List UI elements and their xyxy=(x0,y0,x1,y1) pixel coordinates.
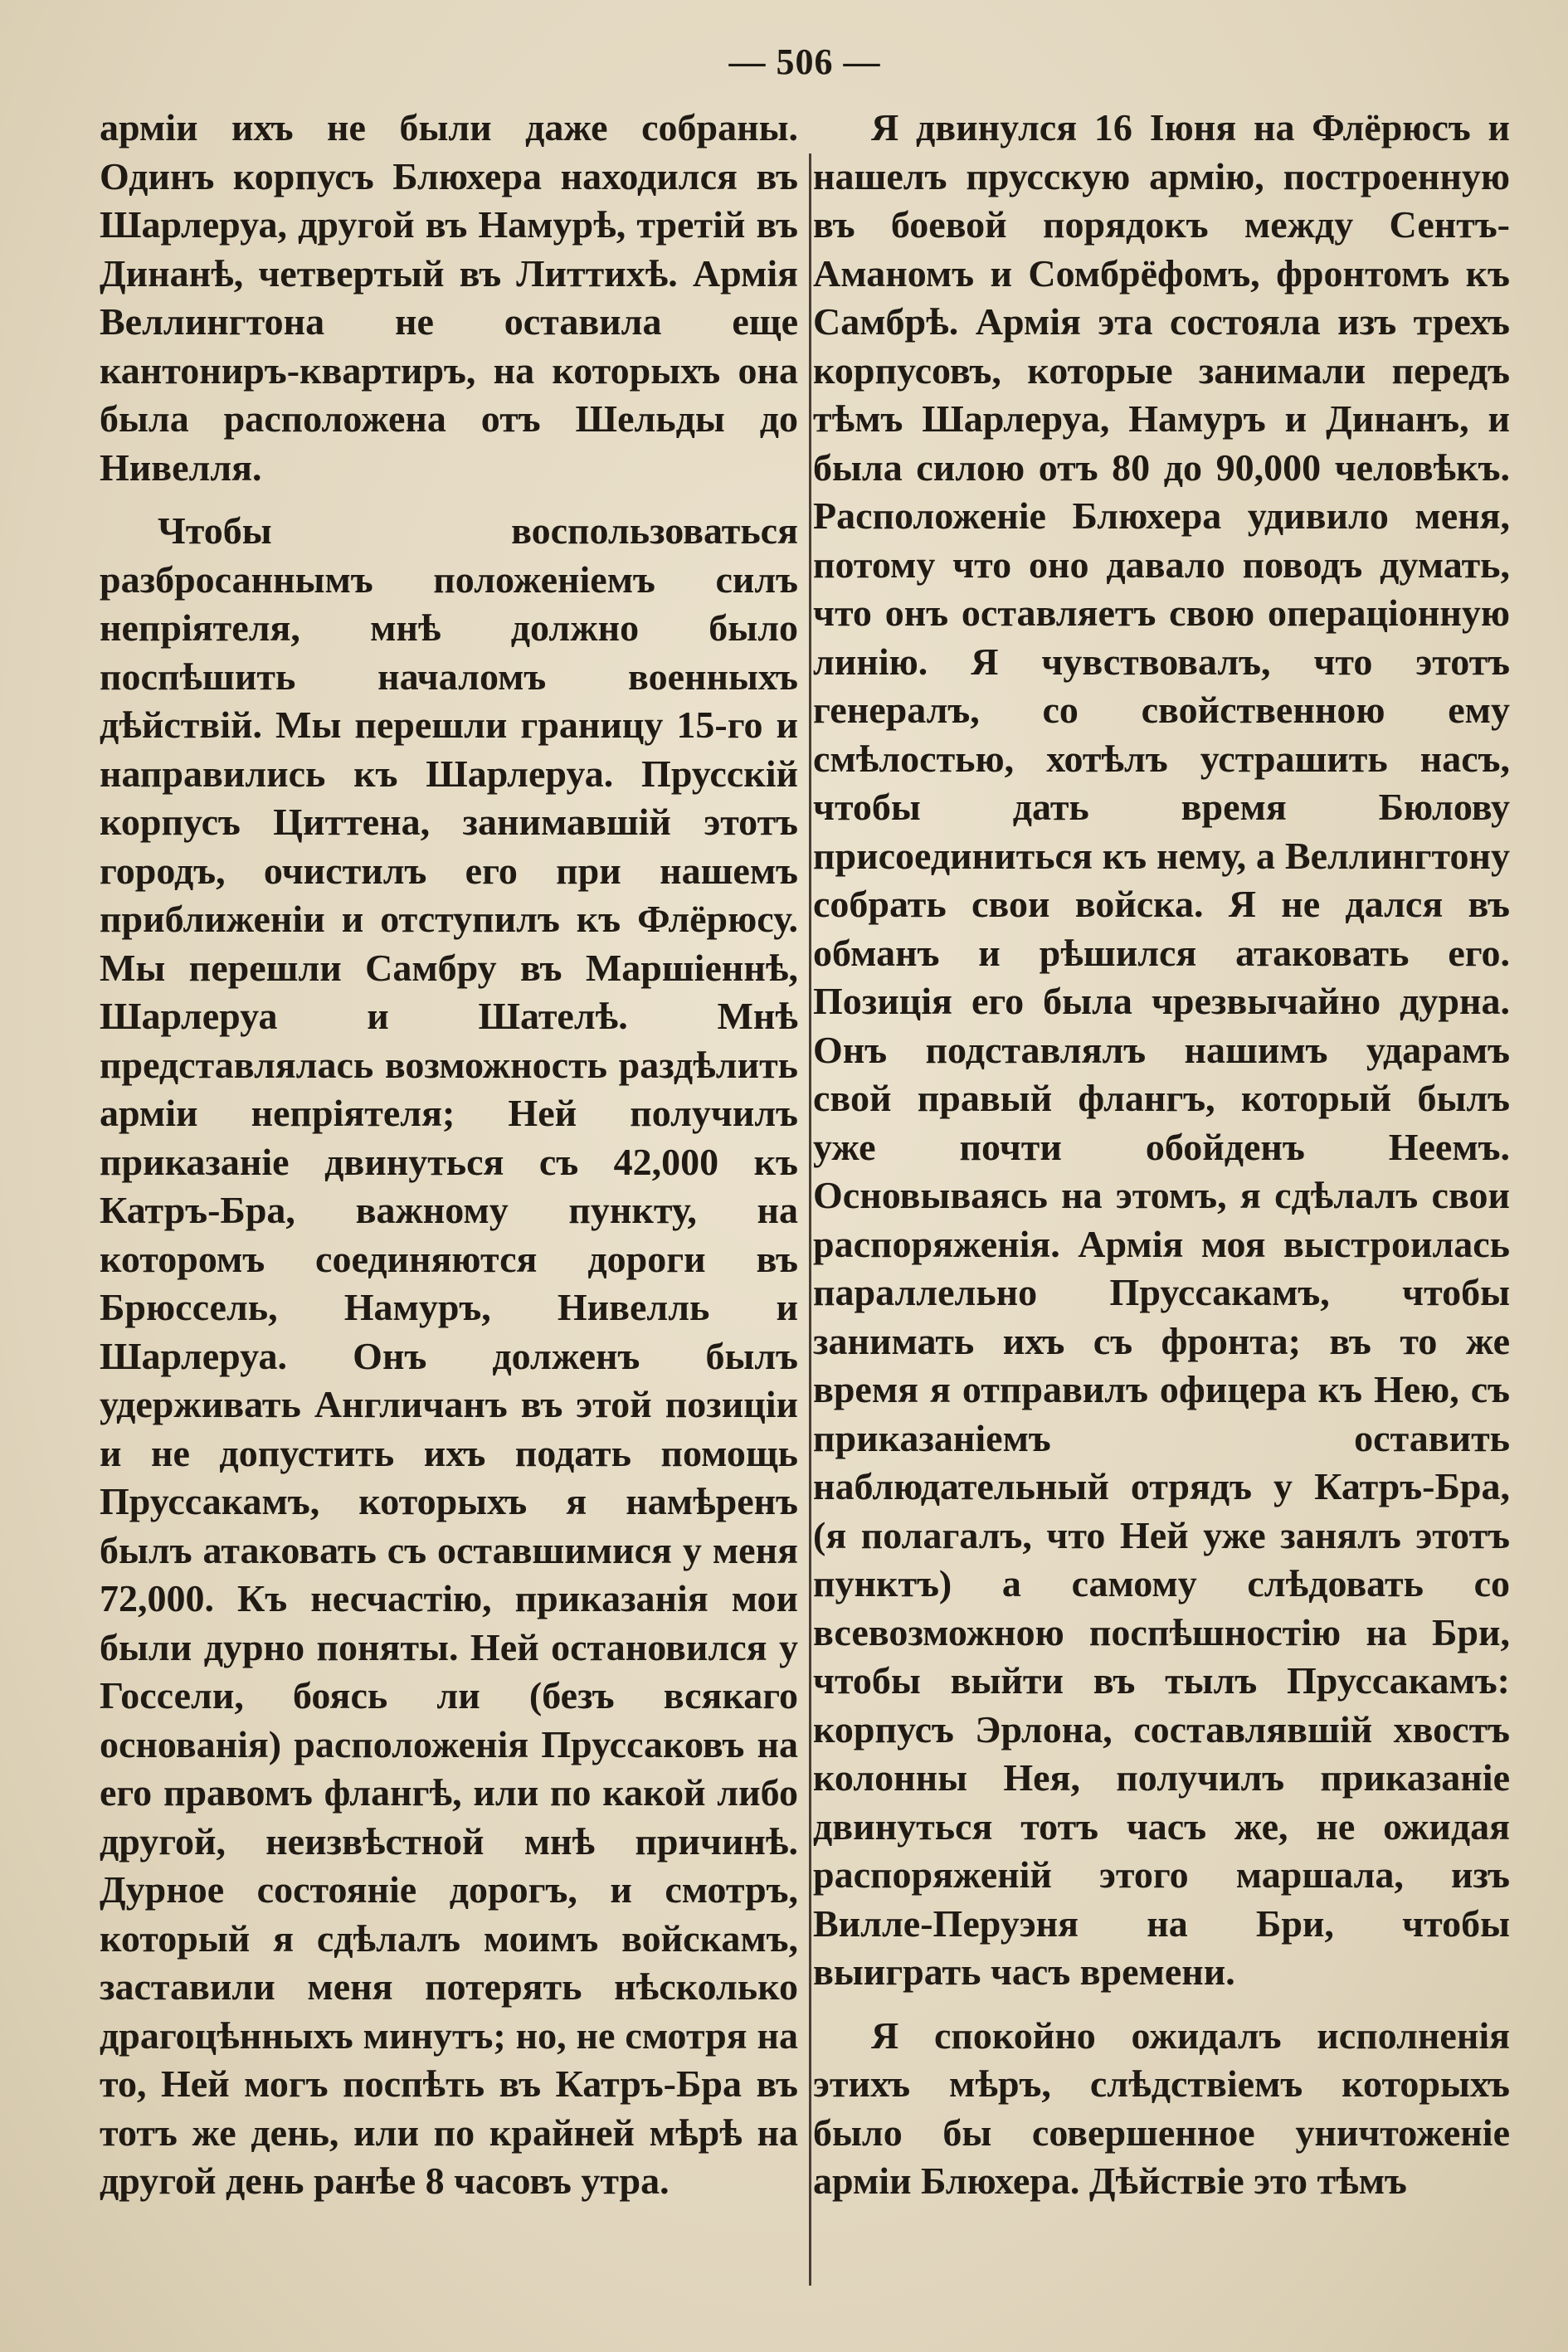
left-column xyxy=(100,104,805,2294)
right-column xyxy=(805,104,1510,2294)
page-number: — 506 — xyxy=(728,41,881,82)
paragraph: Чтобы воспользоваться разбросаннымъ положеніемъ силъ непріятеля, мнѣ должно было поспѣшить началомъ военныхъ дѣйствій. Мы перешли границу 15-го и направились къ Шарлеруа. Прусскій корпусъ Циттена, занимавшій этотъ городъ, очистилъ его при нашемъ приближеніи и отступилъ къ Флёрюсу. Мы перешли Самбру въ Маршіеннѣ, Шарлеруа и Шателѣ. Мнѣ представлялась возможность раздѣлить арміи непріятеля; Ней получилъ приказаніе двинуться съ 42,000 къ Катръ-Бра, важному пункту, на которомъ соединяются дороги въ Брюссель, Намуръ, Нивелль и Шарлеруа. Онъ долженъ былъ удерживать Англичанъ въ этой позиціи и не допустить ихъ подать помощь Пруссакамъ, которыхъ я намѣренъ былъ атаковать съ оставшимися у меня 72,000. Къ несчастію, приказанія мои были дурно поняты. Ней остановился у Госсели, боясь ли (безъ всякаго основанія) расположенія Пруссаковъ на его правомъ флангѣ, или по какой либо другой, неизвѣстной мнѣ причинѣ. Дурное состояніе дорогъ, и смотръ, который я сдѣлалъ моимъ войскамъ, заставили меня потерять нѣсколько драгоцѣнныхъ минутъ; но, не смотря на то, Ней могъ поспѣть въ Катръ-Бра въ тотъ же день, или по крайней мѣрѣ на другой день ранѣе 8 часовъ утра. xyxy=(100,509,798,2202)
paragraph: Я спокойно ожидалъ исполненія этихъ мѣръ, слѣдствіемъ которыхъ было бы совершенное уничтоженіе арміи Блюхера. Дѣйствіе это тѣмъ xyxy=(813,2014,1510,2202)
paragraph: Я двинулся 16 Іюня на Флёрюсъ и нашелъ прусскую армію, построенную въ боевой порядокъ между Сентъ-Аманомъ и Сомбрёфомъ, фронтомъ къ Самбрѣ. Армія эта состояла изъ трехъ корпусовъ, которые занимали передъ тѣмъ Шарлеруа, Намуръ и Динанъ, и была силою отъ 80 до 90,000 человѣкъ. Расположеніе Блюхера удивило меня, потому что оно давало поводъ думать, что онъ оставляетъ свою операціонную линію. Я чувствовалъ, что этотъ генералъ, со свойственною ему смѣлостью, хотѣлъ устрашить насъ, чтобы дать время Бюлову присоединиться къ нему, а Веллингтону собрать свои войска. Я не дался въ обманъ и рѣшился атаковать его. Позиція его была чрезвычайно дурна. Онъ подставлялъ нашимъ ударамъ свой правый флангъ, который былъ уже почти обойденъ Неемъ. Основываясь на этомъ, я сдѣлалъ свои распоряженія. Армія моя выстроилась параллельно Пруссакамъ, чтобы занимать ихъ съ фронта; въ то же время я отправилъ офицера къ Нею, съ приказаніемъ оставить наблюдательный отрядъ у Катръ-Бра, (я полагалъ, что Ней уже занялъ этотъ пунктъ) а самому слѣдовать со всевозможною поспѣшностію на Бри, чтобы выйти въ тылъ Пруссакамъ: корпусъ Эрлона, составлявшій хвостъ колонны Нея, получилъ приказаніе двинуться тотъ часъ же, не ожидая распоряженій этого маршала, изъ Вилле-Перуэня на Бри, чтобы выиграть часъ времени. xyxy=(813,106,1510,1993)
text-columns xyxy=(100,104,1510,2294)
paragraph: арміи ихъ не были даже собраны. Одинъ корпусъ Блюхера находился въ Шарлеруа, другой въ Намурѣ, третій въ Динанѣ, четвертый въ Литтихѣ. Армія Веллингтона не оставила еще кантониръ-квартиръ, на которыхъ она была расположена отъ Шельды до Нивелля. xyxy=(100,106,798,489)
column-divider xyxy=(809,153,811,2286)
